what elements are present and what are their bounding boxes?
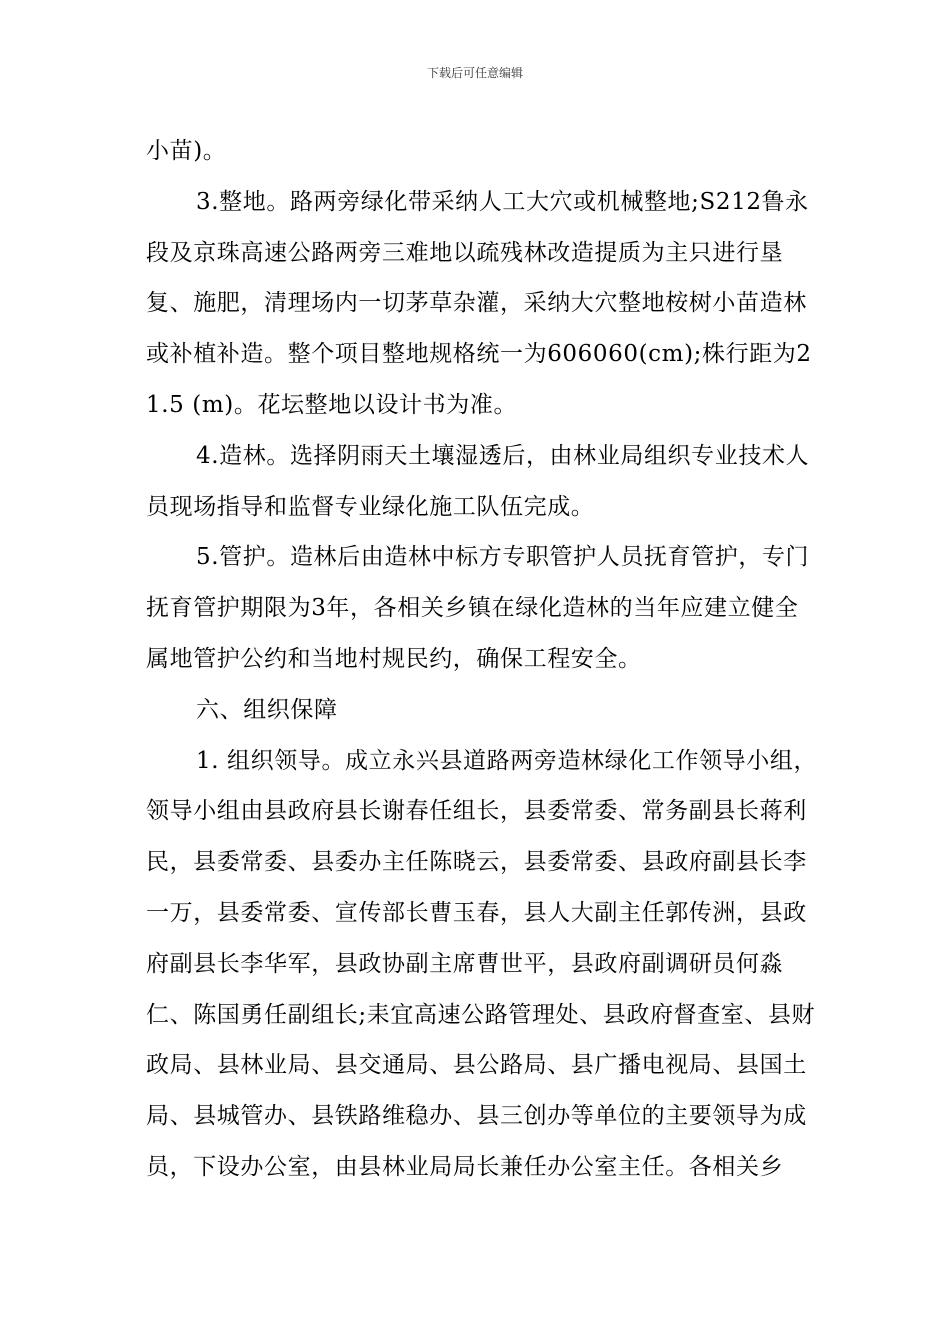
page-header: 下载后可任意编辑 <box>426 66 523 80</box>
section-heading: 六、组织保障 <box>196 696 338 723</box>
paragraph-organization: 1. 组织领导。成立永兴县道路两旁造林绿化工作领导小组，领导小组由县政府县长谢春任组长，县委常委、常务副县长蒋利民，县委常委、县委办主任陈晓云，县委常委、县政府副县长李一万，县委常委、宣传部长曹玉春，县人大副主任郭传洲，县政府副县长李华军，县政协副主席曹世平，县政府副调研员何淼仁、陈国勇任副组长;耒宜高速公路管理处、县政府督查室、县财政局、县林业局、县交通局、县公路局、县广播电视局、县国土局、县城管办、县铁路维稳办、县三创办等单位的主要领导为成员，下设办公室，由县林业局局长兼任办公室主任。各相关乡 <box>146 747 818 1180</box>
paragraph-afforestation: 4.造林。选择阴雨天土壤湿透后，由林业局组织专业技术人员现场指导和监督专业绿化施工队伍完成。 <box>146 442 810 520</box>
paragraph-continuation: 小苗)。 <box>146 138 227 164</box>
paragraph-land-preparation: 3.整地。路两旁绿化带采纳人工大穴或机械整地;S212鲁永段及京珠高速公路两旁三难地以疏残林改造提质为主只进行垦复、施肥，清理场内一切茅草杂灌，采纳大穴整地桉树小苗造林或补植补造。整个项目整地规格统一为606060(cm);株行距为21.5 (m)。花坛整地以设计书为准。 <box>146 188 812 418</box>
paragraph-maintenance: 5.管护。造林后由造林中标方专职管护人员抚育管护，专门抚育管护期限为3年，各相关乡镇在绿化造林的当年应建立健全属地管护公约和当地村规民约，确保工程安全。 <box>146 544 810 672</box>
document-body <box>146 126 818 1193</box>
